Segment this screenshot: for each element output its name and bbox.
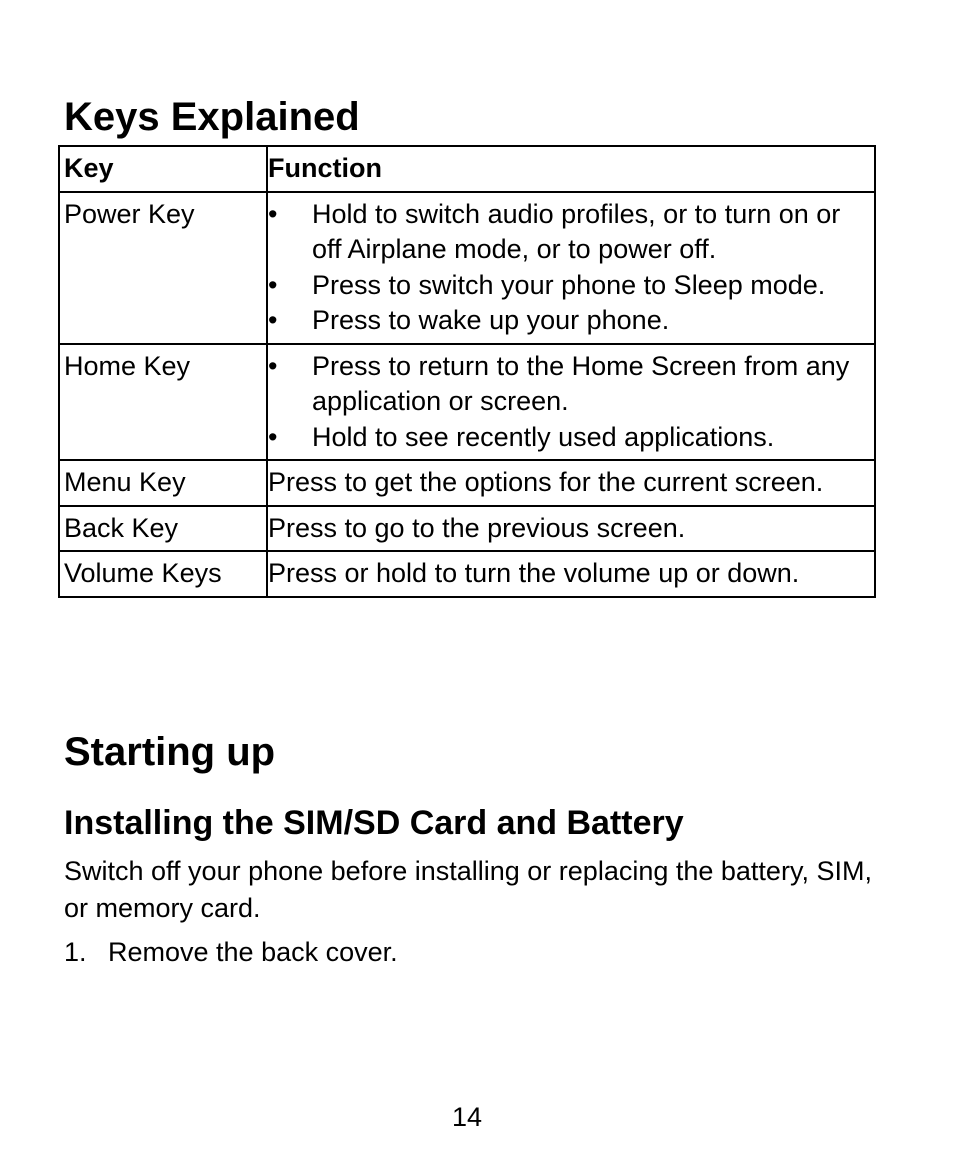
list-item: • Press to return to the Home Screen from any application or screen. — [268, 350, 850, 416]
function-bullet-list — [268, 197, 870, 339]
function-column-header: Function — [267, 146, 875, 192]
table-row-home-key — [59, 344, 875, 461]
keys-explained-heading: Keys Explained — [64, 95, 360, 139]
step-text: Remove the back cover. — [108, 937, 398, 967]
intro-paragraph: Switch off your phone before installing or replacing the battery, SIM, or memory card. — [64, 856, 872, 923]
table-row-volume-keys — [59, 551, 875, 597]
key-name-cell: Menu Key — [59, 460, 267, 506]
function-cell: Press or hold to turn the volume up or down. — [267, 551, 875, 597]
list-item: • Hold to see recently used applications. — [268, 420, 870, 456]
key-name-cell: Volume Keys — [59, 551, 267, 597]
starting-up-heading: Starting up — [64, 730, 276, 774]
bullet-icon: • — [268, 305, 278, 335]
page-number: 14 — [451, 1102, 483, 1132]
bullet-icon: • — [268, 269, 278, 300]
key-name-cell: Power Key — [59, 192, 267, 344]
table-row-menu-key — [59, 460, 875, 506]
bullet-icon: • — [268, 421, 278, 452]
step-item — [64, 934, 398, 971]
keys-table — [58, 145, 876, 598]
key-name-cell: Back Key — [59, 506, 267, 552]
bullet-icon: • — [268, 198, 278, 229]
function-cell: Press to get the options for the current screen. — [267, 460, 875, 506]
table-header-row — [59, 146, 875, 192]
key-column-header: Key — [59, 146, 267, 192]
table-row-back-key — [59, 506, 875, 552]
list-item: • Press to wake up your phone. — [268, 303, 870, 339]
list-item: • Press to switch your phone to Sleep mode. — [268, 268, 870, 304]
function-bullet-list — [268, 349, 870, 456]
function-cell: Press to go to the previous screen. — [267, 506, 875, 552]
installing-sim-sd-heading: Installing the SIM/SD Card and Battery — [64, 804, 684, 842]
function-cell — [267, 192, 875, 344]
list-item: • Hold to switch audio profiles, or to turn on or off Airplane mode, or to power off. — [268, 198, 841, 264]
step-number: 1. — [64, 937, 87, 967]
table-row-power-key — [59, 192, 875, 344]
function-cell — [267, 344, 875, 461]
bullet-icon: • — [268, 350, 278, 381]
key-name-cell: Home Key — [59, 344, 267, 461]
